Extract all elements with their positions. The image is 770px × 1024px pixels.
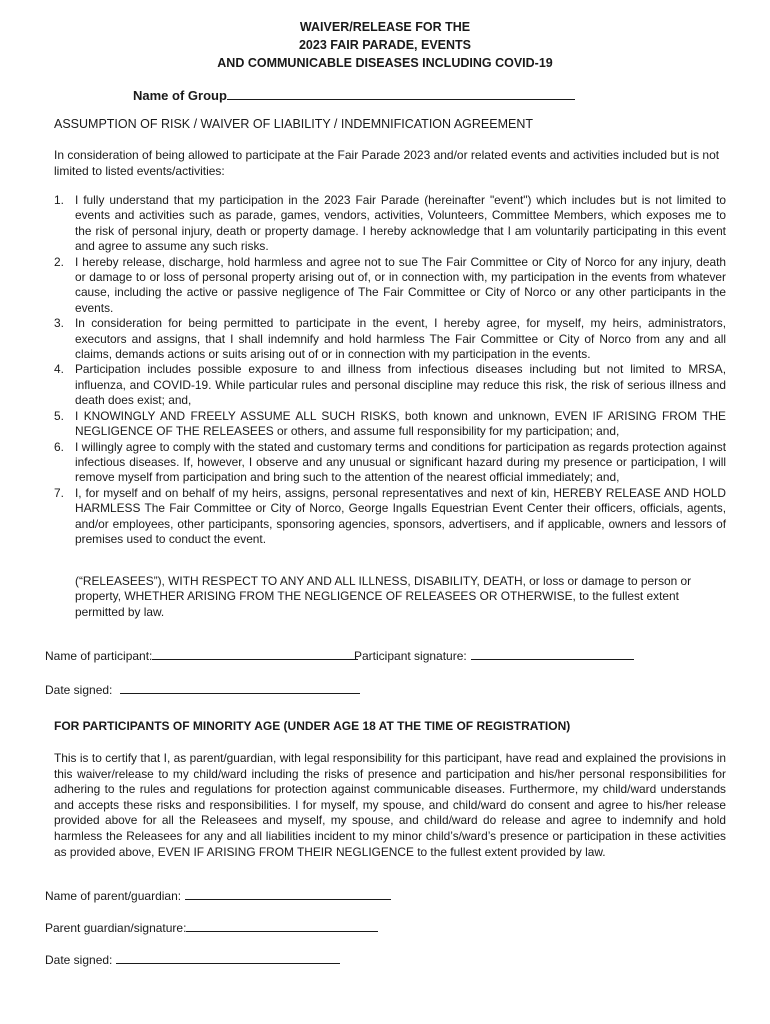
guardian-name-field[interactable] [185,887,391,900]
participant-date-row [45,681,360,697]
agreement-heading: ASSUMPTION OF RISK / WAIVER OF LIABILITY / INDEMNIFICATION AGREEMENT [54,117,533,131]
term-text: In consideration for being permitted to participate in the event, I hereby agree, for myself, my heirs, administrators, executors and assigns, that I shall indemnify and hold harmless The Fair Committee or City of Norco from any and all claims, demands actions or suits arising out of or in connection with my participation in the events. [75,316,726,362]
participant-signature-row [354,647,634,663]
participant-name-field[interactable] [152,647,358,660]
participant-signature-label: Participant signature: [354,649,467,663]
term-text: Participation includes possible exposure to and illness from infectious diseases including but not limited to MRSA, influenza, and COVID-19. While particular rules and personal discipline may reduce this risk, the risk of serious illness and death does exist; and, [75,362,726,408]
participant-signature-field[interactable] [471,647,634,660]
term-number: 6. [54,439,64,454]
guardian-name-row [45,887,391,903]
minor-section-heading: FOR PARTICIPANTS OF MINORITY AGE (UNDER AGE 18 AT THE TIME OF REGISTRATION) [54,719,571,733]
title-line-1: WAIVER/RELEASE FOR THE [299,20,471,34]
term-text: I, for myself and on behalf of my heirs, assigns, personal representatives and next of kin, HEREBY RELEASE AND HOLD HARMLESS The Fair Committee or City of Norco, George Ingalls Equestrian Event Center their officers, officials, agents, and/or employees, other participants, sponsoring agencies, sponsors, advertisers, and if applicable, owners and lessors of premises used to conduct the event. [75,485,726,546]
group-name-label: Name of Group [133,88,227,103]
releasees-paragraph: (“RELEASEES”), WITH RESPECT TO ANY AND ALL ILLNESS, DISABILITY, DEATH, or loss or damage to person or property, WHETHER ARISING FROM THE NEGLIGENCE OF RELEASEES OR OTHERWISE, to the fullest extent permitted by law. [75,574,692,619]
group-name-row [133,87,575,103]
term-number: 3. [54,316,64,331]
term-item [54,193,726,255]
term-text: I hereby release, discharge, hold harmless and agree not to sue The Fair Committee or City of Norco for any injury, death or damage to or loss of personal property arising out of, or in connection with, my participation in the events from whatever cause, including the active or passive negligence of The Fair Committee or City of Norco or any other participants in the events. [75,254,726,315]
participant-date-label: Date signed: [45,683,113,697]
term-number: 1. [54,193,64,207]
term-item [54,255,726,317]
group-name-field[interactable] [227,87,575,100]
document-title [0,18,770,72]
term-item [54,440,726,486]
guardian-name-label: Name of parent/guardian: [45,889,182,903]
term-item [54,486,726,548]
guardian-signature-field[interactable] [186,919,378,932]
term-item [54,316,726,362]
intro-paragraph: In consideration of being allowed to participate at the Fair Parade 2023 and/or related events and activities included but is not limited to listed events/activities: [54,148,720,178]
participant-name-row [45,647,358,663]
participant-name-label: Name of participant: [45,649,153,663]
guardian-date-field[interactable] [116,951,340,964]
participant-date-field[interactable] [120,681,360,694]
title-line-2: 2023 FAIR PARADE, EVENTS [298,38,472,52]
guardian-signature-label: Parent guardian/signature: [45,921,187,935]
term-number: 2. [54,254,64,269]
term-text: I fully understand that my participation in the 2023 Fair Parade (hereinafter "event") which includes but is not limited to events and activities such as parade, games, vendors, activities, Volunteers, Committee Members, which exposes me to the risk of personal injury, death or property damage. I hereby acknowledge that I am voluntarily participating in this event and agree to assume any such risks. [75,193,726,254]
term-number: 7. [54,485,64,500]
guardian-date-row [45,951,340,967]
term-item [54,409,726,440]
term-number: 4. [54,362,64,377]
guardian-signature-row [45,919,378,935]
term-item [54,362,726,408]
title-line-3: AND COMMUNICABLE DISEASES INCLUDING COVID-19 [217,56,553,70]
term-text: I willingly agree to comply with the stated and customary terms and conditions for participation as regards protection against infectious diseases. If, however, I observe and any unusual or significant hazard during my presence or participation, I will remove myself from participation and bring such to the attention of the nearest official immediately; and, [75,439,727,485]
guardian-certification-paragraph: This is to certify that I, as parent/guardian, with legal responsibility for this participant, have read and explained the provisions in this waiver/release to my child/ward including the risks of presence and participation and his/her personal responsibilities for adhering to the rules and regulations for protection against communicable diseases. Furthermore, my child/ward understands and accepts these risks and responsibilities. I for myself, my spouse, and child/ward do consent and agree to his/her release provided above for all the Releasees and myself, my spouse, and child/ward do release and agree to indemnify and hold harmless the Releasees for any and all liabilities incident to my minor child’s/ward’s presence or participation in these activities as provided above, EVEN IF ARISING FROM THEIR NEGLIGENCE to the fullest extent provided by law. [54,751,726,859]
term-number: 5. [54,408,64,423]
terms-list [54,193,726,547]
guardian-date-label: Date signed: [45,953,113,967]
term-text: I KNOWINGLY AND FREELY ASSUME ALL SUCH RISKS, both known and unknown, EVEN IF ARISING FROM THE NEGLIGENCE OF THE RELEASEES or others, and assume full responsibility for my participation; and, [75,408,726,439]
